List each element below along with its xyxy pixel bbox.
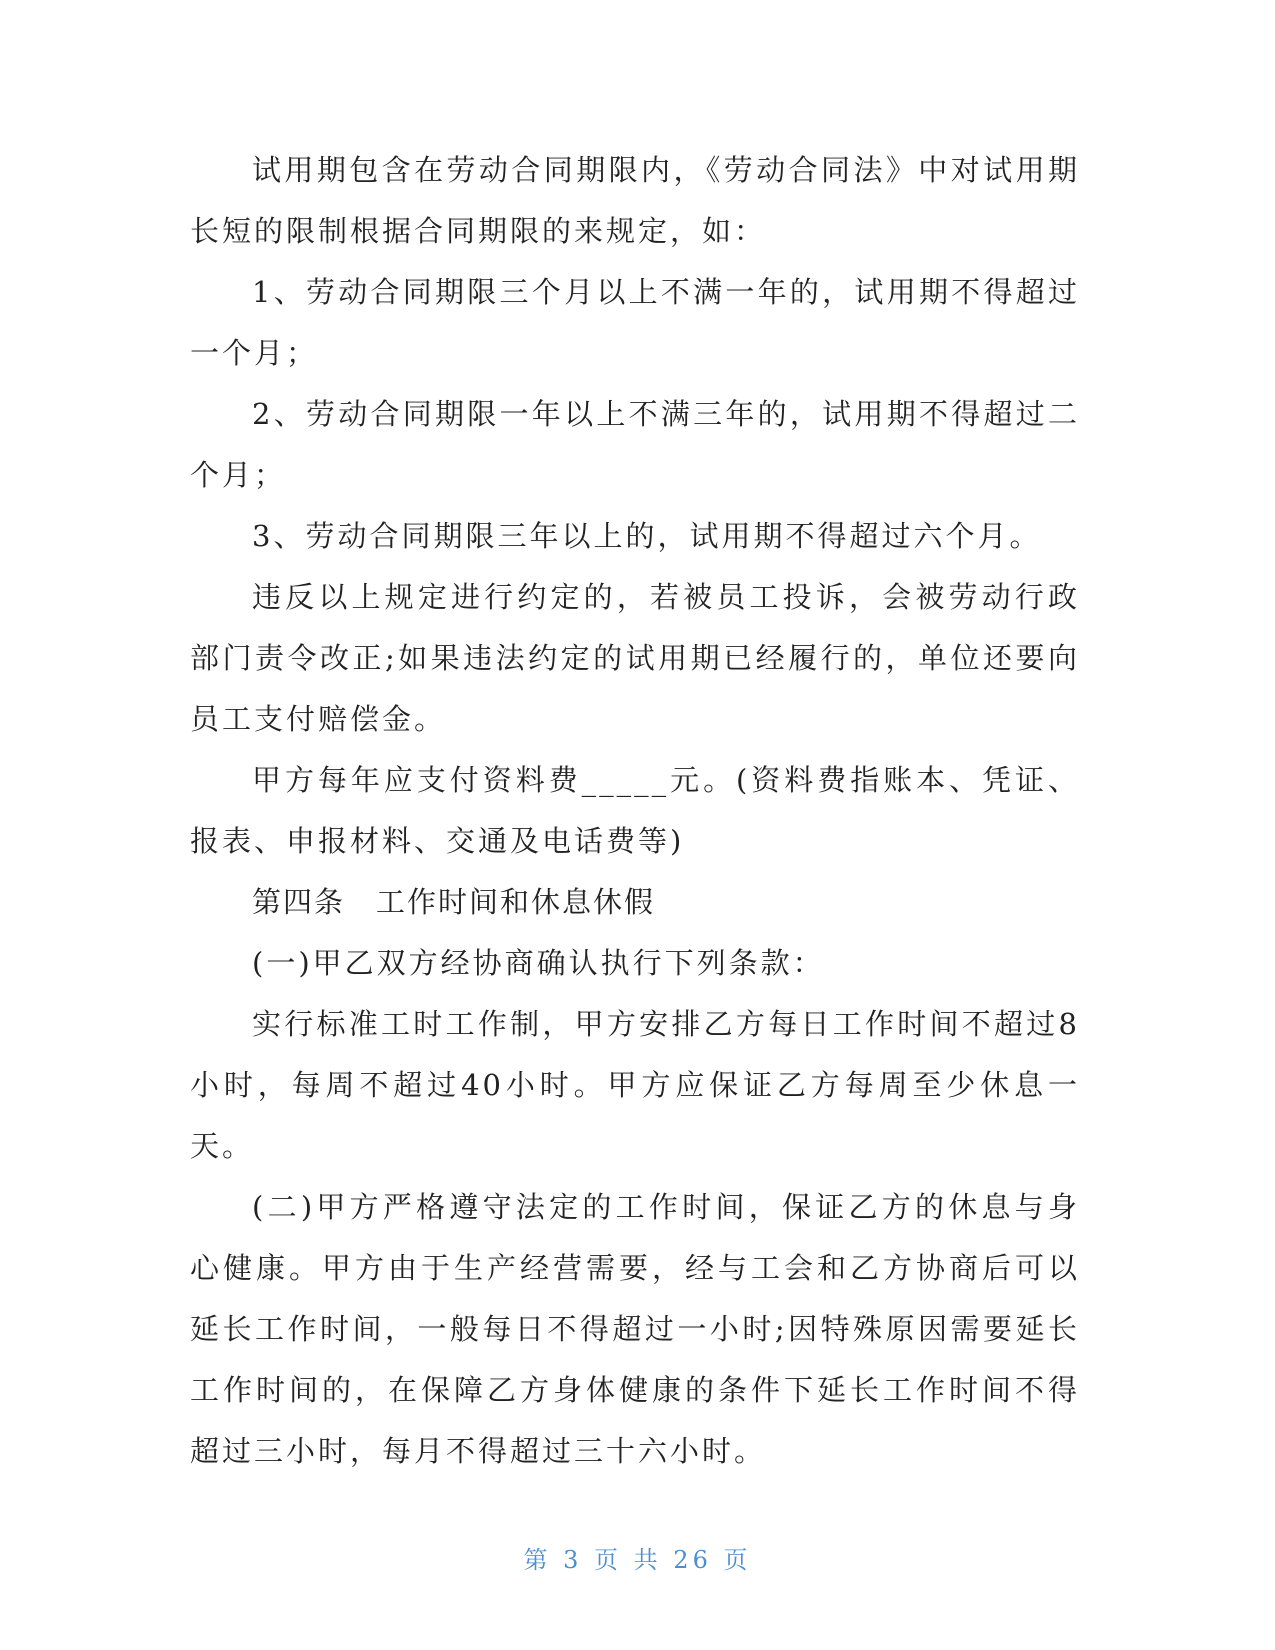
paragraph-rule-3: 3、劳动合同期限三年以上的，试用期不得超过六个月。 (252, 519, 1042, 553)
paragraph-clause-2: (二)甲方严格遵守法定的工作时间，保证乙方的休息与身心健康。甲方由于生产经营需要，经与工会和乙方协商后可以延长工作时间，一般每日不得超过一小时;因特殊原因需要延长工作时间的，在保障乙方身体健康的条件下延长工作时间不得超过三小时，每月不得超过三十六小时。 (190, 1190, 1080, 1468)
paragraph-rule-2: 2、劳动合同期限一年以上不满三年的，试用期不得超过二个月； (190, 397, 1080, 492)
paragraph-standard-hours: 实行标准工时工作制，甲方安排乙方每日工作时间不超过8小时，每周不超过40小时。甲方应保证乙方每周至少休息一天。 (190, 1007, 1080, 1163)
paragraph-material-fee: 甲方每年应支付资料费_____元。(资料费指账本、凭证、报表、申报材料、交通及电话费等) (190, 763, 1080, 858)
page-number-footer: 第 3 页 共 26 页 (523, 1546, 752, 1574)
paragraph-violation: 违反以上规定进行约定的，若被员工投诉，会被劳动行政部门责令改正;如果违法约定的试用期已经履行的，单位还要向员工支付赔偿金。 (190, 580, 1080, 736)
paragraph-probation-intro: 试用期包含在劳动合同期限内，《劳动合同法》中对试用期长短的限制根据合同期限的来规定，如： (190, 153, 1080, 248)
paragraph-rule-1: 1、劳动合同期限三个月以上不满一年的，试用期不得超过一个月； (190, 275, 1080, 370)
document-body (190, 140, 1080, 1482)
paragraph-clause-1: (一)甲乙双方经协商确认执行下列条款： (252, 946, 825, 980)
section-heading-article-4: 第四条 工作时间和休息休假 (252, 885, 656, 919)
